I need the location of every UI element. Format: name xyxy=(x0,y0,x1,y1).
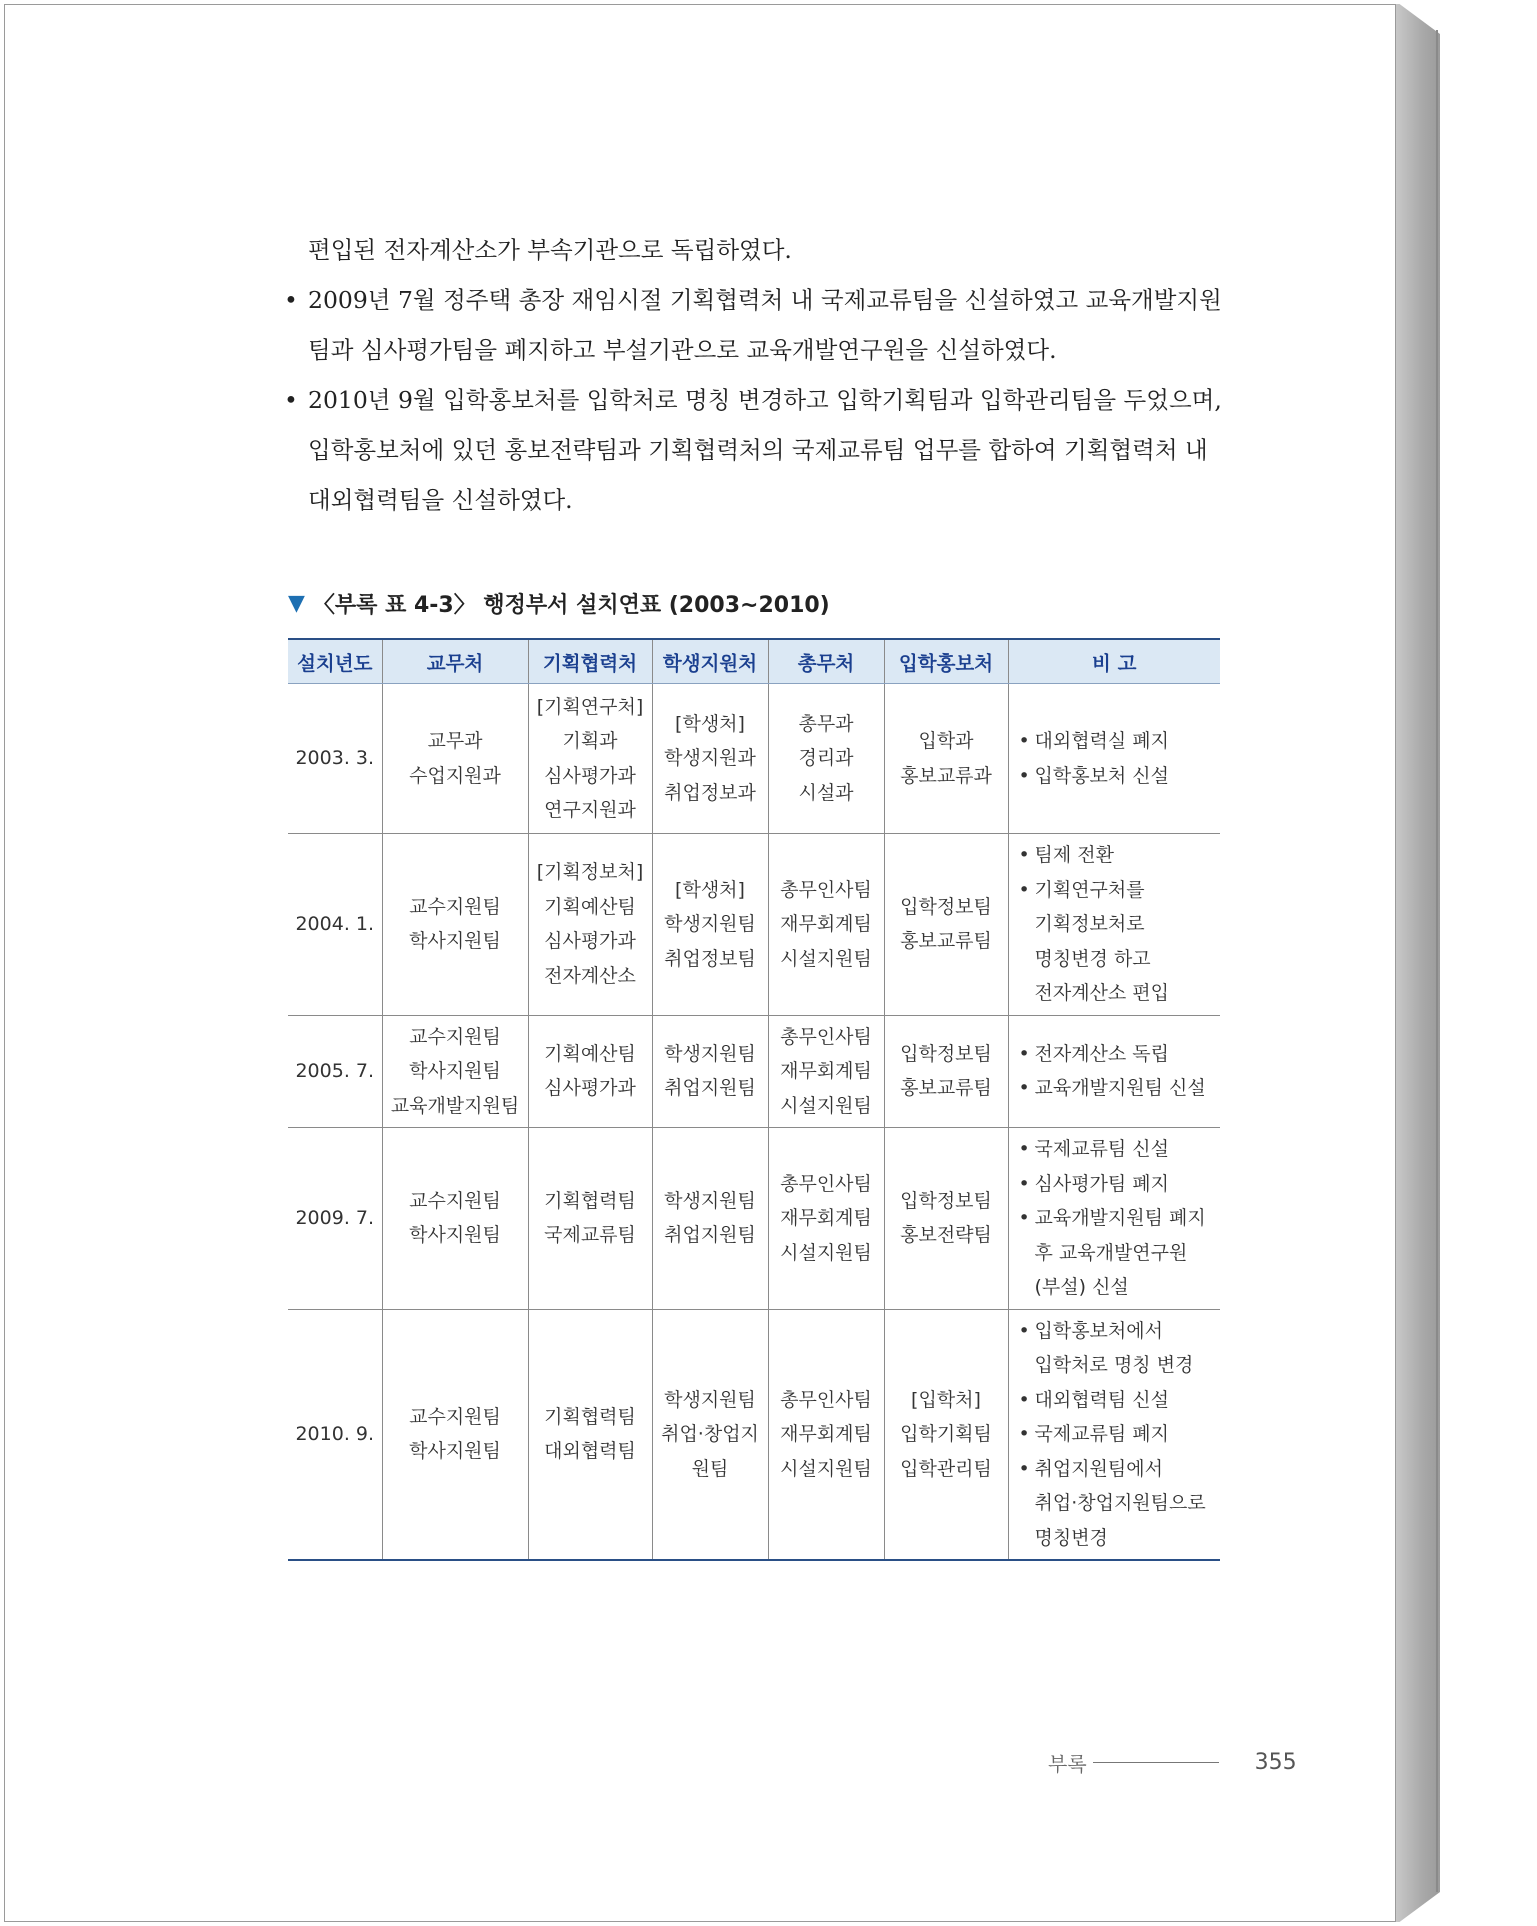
unit-name: [학생처] xyxy=(675,712,745,735)
department-cell xyxy=(382,1309,528,1560)
unit-name: 대외협력팀 xyxy=(544,1440,636,1463)
table-row xyxy=(288,1128,1220,1310)
note-line: 후 교육개발연구원 xyxy=(1034,1241,1188,1264)
department-cell xyxy=(884,1015,1008,1128)
unit-name: [학생처] xyxy=(675,878,745,901)
paragraph-line: 2010년 9월 입학홍보처를 입학처로 명칭 변경하고 입학기획팀과 입학관리팀을 두었으며, xyxy=(308,386,1222,414)
note-line: • 심사평가팀 폐지 xyxy=(1017,1167,1217,1202)
unit-name: 입학정보팀 xyxy=(900,1189,992,1212)
paragraph-line: 대외협력팀을 신설하였다. xyxy=(308,486,573,514)
page-thickness-edge xyxy=(1396,4,1440,1922)
department-cell xyxy=(528,1309,652,1560)
unit-name: 재무회계팀 xyxy=(780,1060,872,1082)
unit-name: 총무인사팀 xyxy=(780,878,872,901)
unit-name: 취업지원팀 xyxy=(664,1224,756,1247)
department-cell xyxy=(382,684,528,834)
unit-name: 심사평가과 xyxy=(544,1077,636,1100)
note-line: • 대외협력팀 신설 xyxy=(1017,1383,1217,1418)
paragraph-line: 편입된 전자계산소가 부속기관으로 독립하였다. xyxy=(308,236,792,264)
department-cell xyxy=(884,834,1008,1016)
unit-name: 재무회계팀 xyxy=(780,1423,872,1445)
department-cell xyxy=(652,1309,768,1560)
unit-name: 심사평가과 xyxy=(544,930,636,953)
unit-name: [입학처] xyxy=(911,1388,981,1411)
column-header: 설치년도 xyxy=(288,639,382,684)
note-line: 전자계산소 편입 xyxy=(1034,982,1170,1004)
department-cell xyxy=(652,834,768,1016)
note-line: • 입학홍보처에서 xyxy=(1017,1314,1217,1349)
table-row xyxy=(288,1015,1220,1128)
unit-name: 홍보전략팀 xyxy=(900,1224,992,1247)
unit-name: 학생지원팀 xyxy=(664,1042,756,1065)
note-line: 입학처로 명칭 변경 xyxy=(1034,1354,1194,1376)
note-line: • 취업지원팀에서 xyxy=(1017,1452,1217,1487)
unit-name: 재무회계팀 xyxy=(780,913,872,935)
unit-name: 총무인사팀 xyxy=(780,1025,872,1048)
unit-name: 입학기획팀 xyxy=(900,1423,992,1445)
unit-name: 교무과 xyxy=(427,730,483,752)
table-row xyxy=(288,834,1220,1016)
unit-name: 시설지원팀 xyxy=(780,1241,872,1264)
year-cell: 2009. 7. xyxy=(288,1128,382,1310)
unit-name: 총무인사팀 xyxy=(780,1388,872,1411)
unit-name: 총무인사팀 xyxy=(780,1172,872,1195)
paragraph-line: 입학홍보처에 있던 홍보전략팀과 기획협력처의 국제교류팀 업무를 합하여 기획협력처 내 xyxy=(308,436,1208,464)
note-line: • 팀제 전환 xyxy=(1017,838,1217,873)
page-footer xyxy=(1048,1748,1297,1777)
unit-name: 교육개발지원팀 xyxy=(390,1094,520,1117)
department-cell xyxy=(382,1015,528,1128)
unit-name: 시설지원팀 xyxy=(780,1094,872,1117)
year-cell: 2005. 7. xyxy=(288,1015,382,1128)
unit-name: 시설과 xyxy=(798,781,854,804)
unit-name: 기획협력팀 xyxy=(544,1189,636,1212)
unit-name: 전자계산소 xyxy=(544,964,636,987)
unit-name: 기획예산팀 xyxy=(544,895,636,918)
department-cell xyxy=(528,684,652,834)
unit-name: 입학정보팀 xyxy=(900,1042,992,1065)
department-cell xyxy=(652,1015,768,1128)
unit-name: 입학관리팀 xyxy=(900,1457,992,1480)
note-cell xyxy=(1008,684,1220,834)
bullet-paragraph xyxy=(284,275,1224,375)
unit-name: 학생지원팀 xyxy=(664,913,756,935)
unit-name: 시설지원팀 xyxy=(780,1457,872,1480)
unit-name: 학생지원팀 xyxy=(664,1388,756,1411)
note-cell xyxy=(1008,1309,1220,1560)
note-line: • 교육개발지원팀 신설 xyxy=(1017,1071,1217,1106)
unit-name: 취업지원팀 xyxy=(664,1077,756,1100)
department-cell xyxy=(884,1128,1008,1310)
unit-name: 기획과 xyxy=(562,730,618,752)
unit-name: 경리과 xyxy=(798,747,854,770)
column-header: 비 고 xyxy=(1008,639,1220,684)
note-line: • 전자계산소 독립 xyxy=(1017,1037,1217,1072)
note-cell xyxy=(1008,1128,1220,1310)
department-cell xyxy=(528,1015,652,1128)
unit-name: 심사평가과 xyxy=(544,764,636,787)
unit-name: 시설지원팀 xyxy=(780,947,872,970)
column-header: 기획협력처 xyxy=(528,639,652,684)
unit-name: 홍보교류팀 xyxy=(900,1077,992,1100)
unit-name: 원팀 xyxy=(691,1457,729,1480)
unit-name: 홍보교류과 xyxy=(900,764,992,787)
unit-name: 학생지원과 xyxy=(664,747,756,770)
page-edge-line xyxy=(1436,30,1438,1892)
department-cell xyxy=(768,1309,884,1560)
note-cell xyxy=(1008,834,1220,1016)
department-cell xyxy=(652,684,768,834)
unit-name: 교수지원팀 xyxy=(409,895,501,918)
column-header: 총무처 xyxy=(768,639,884,684)
table-title: 〈부록 표 4-3〉 행정부서 설치연표 (2003~2010) xyxy=(312,593,830,618)
unit-name: 취업·창업지 xyxy=(661,1423,759,1445)
unit-name: 학사지원팀 xyxy=(409,1224,501,1247)
unit-name: 홍보교류팀 xyxy=(900,930,992,953)
department-cell xyxy=(768,1128,884,1310)
year-cell: 2004. 1. xyxy=(288,834,382,1016)
body-text xyxy=(284,225,1224,525)
department-cell xyxy=(382,834,528,1016)
unit-name: 취업정보팀 xyxy=(664,947,756,970)
column-header: 교무처 xyxy=(382,639,528,684)
note-line: 명칭변경 하고 xyxy=(1034,947,1151,970)
unit-name: 총무과 xyxy=(798,712,854,735)
note-line: (부설) 신설 xyxy=(1034,1276,1129,1298)
unit-name: 연구지원과 xyxy=(544,799,636,821)
paragraph xyxy=(284,225,1224,275)
note-line: 취업·창업지원팀으로 xyxy=(1034,1492,1206,1514)
unit-name: 수업지원과 xyxy=(409,764,501,787)
department-cell xyxy=(528,834,652,1016)
unit-name: [기획정보처] xyxy=(536,861,644,884)
column-header: 학생지원처 xyxy=(652,639,768,684)
note-line: • 국제교류팀 신설 xyxy=(1017,1132,1217,1167)
department-timeline-table xyxy=(288,638,1220,1561)
note-line: • 교육개발지원팀 폐지 xyxy=(1017,1201,1217,1236)
department-cell xyxy=(528,1128,652,1310)
bullet-icon: • xyxy=(284,386,298,414)
bullet-icon: • xyxy=(284,286,298,314)
unit-name: 입학과 xyxy=(918,730,974,752)
unit-name: 기획예산팀 xyxy=(544,1042,636,1065)
triangle-down-icon: ▼ xyxy=(288,591,305,616)
unit-name: 학사지원팀 xyxy=(409,1060,501,1082)
unit-name: [기획연구처] xyxy=(536,695,644,718)
note-cell xyxy=(1008,1015,1220,1128)
note-line: 명칭변경 xyxy=(1034,1526,1108,1549)
unit-name: 학생지원팀 xyxy=(664,1189,756,1212)
table-row xyxy=(288,1309,1220,1560)
department-cell xyxy=(768,1015,884,1128)
note-line: • 입학홍보처 신설 xyxy=(1017,759,1217,794)
year-cell: 2003. 3. xyxy=(288,684,382,834)
unit-name: 입학정보팀 xyxy=(900,895,992,918)
page-number: 355 xyxy=(1254,1750,1297,1775)
footer-rule xyxy=(1093,1762,1219,1763)
table-row xyxy=(288,684,1220,834)
table-header-row xyxy=(288,639,1220,684)
department-cell xyxy=(884,684,1008,834)
unit-name: 교수지원팀 xyxy=(409,1189,501,1212)
note-line: • 기획연구처를 xyxy=(1017,873,1217,908)
department-cell xyxy=(652,1128,768,1310)
table-caption xyxy=(288,588,830,619)
unit-name: 기획협력팀 xyxy=(544,1405,636,1428)
year-cell: 2010. 9. xyxy=(288,1309,382,1560)
unit-name: 재무회계팀 xyxy=(780,1207,872,1229)
table-body xyxy=(288,684,1220,1561)
note-line: • 국제교류팀 폐지 xyxy=(1017,1417,1217,1452)
department-cell xyxy=(382,1128,528,1310)
bullet-paragraph xyxy=(284,375,1224,525)
unit-name: 교수지원팀 xyxy=(409,1025,501,1048)
note-line: 기획정보처로 xyxy=(1034,913,1145,935)
department-cell xyxy=(884,1309,1008,1560)
note-line: • 대외협력실 폐지 xyxy=(1017,724,1217,759)
paragraph-line: 2009년 7월 정주택 총장 재임시절 기획협력처 내 국제교류팀을 신설하였고 교육개발지원 xyxy=(308,286,1222,314)
footer-section: 부록 xyxy=(1048,1752,1087,1776)
unit-name: 학사지원팀 xyxy=(409,1440,501,1463)
unit-name: 취업정보과 xyxy=(664,781,756,804)
unit-name: 학사지원팀 xyxy=(409,930,501,953)
department-cell xyxy=(768,684,884,834)
unit-name: 국제교류팀 xyxy=(544,1224,636,1247)
department-cell xyxy=(768,834,884,1016)
column-header: 입학홍보처 xyxy=(884,639,1008,684)
paragraph-line: 팀과 심사평가팀을 폐지하고 부설기관으로 교육개발연구원을 신설하였다. xyxy=(308,336,1057,364)
unit-name: 교수지원팀 xyxy=(409,1405,501,1428)
